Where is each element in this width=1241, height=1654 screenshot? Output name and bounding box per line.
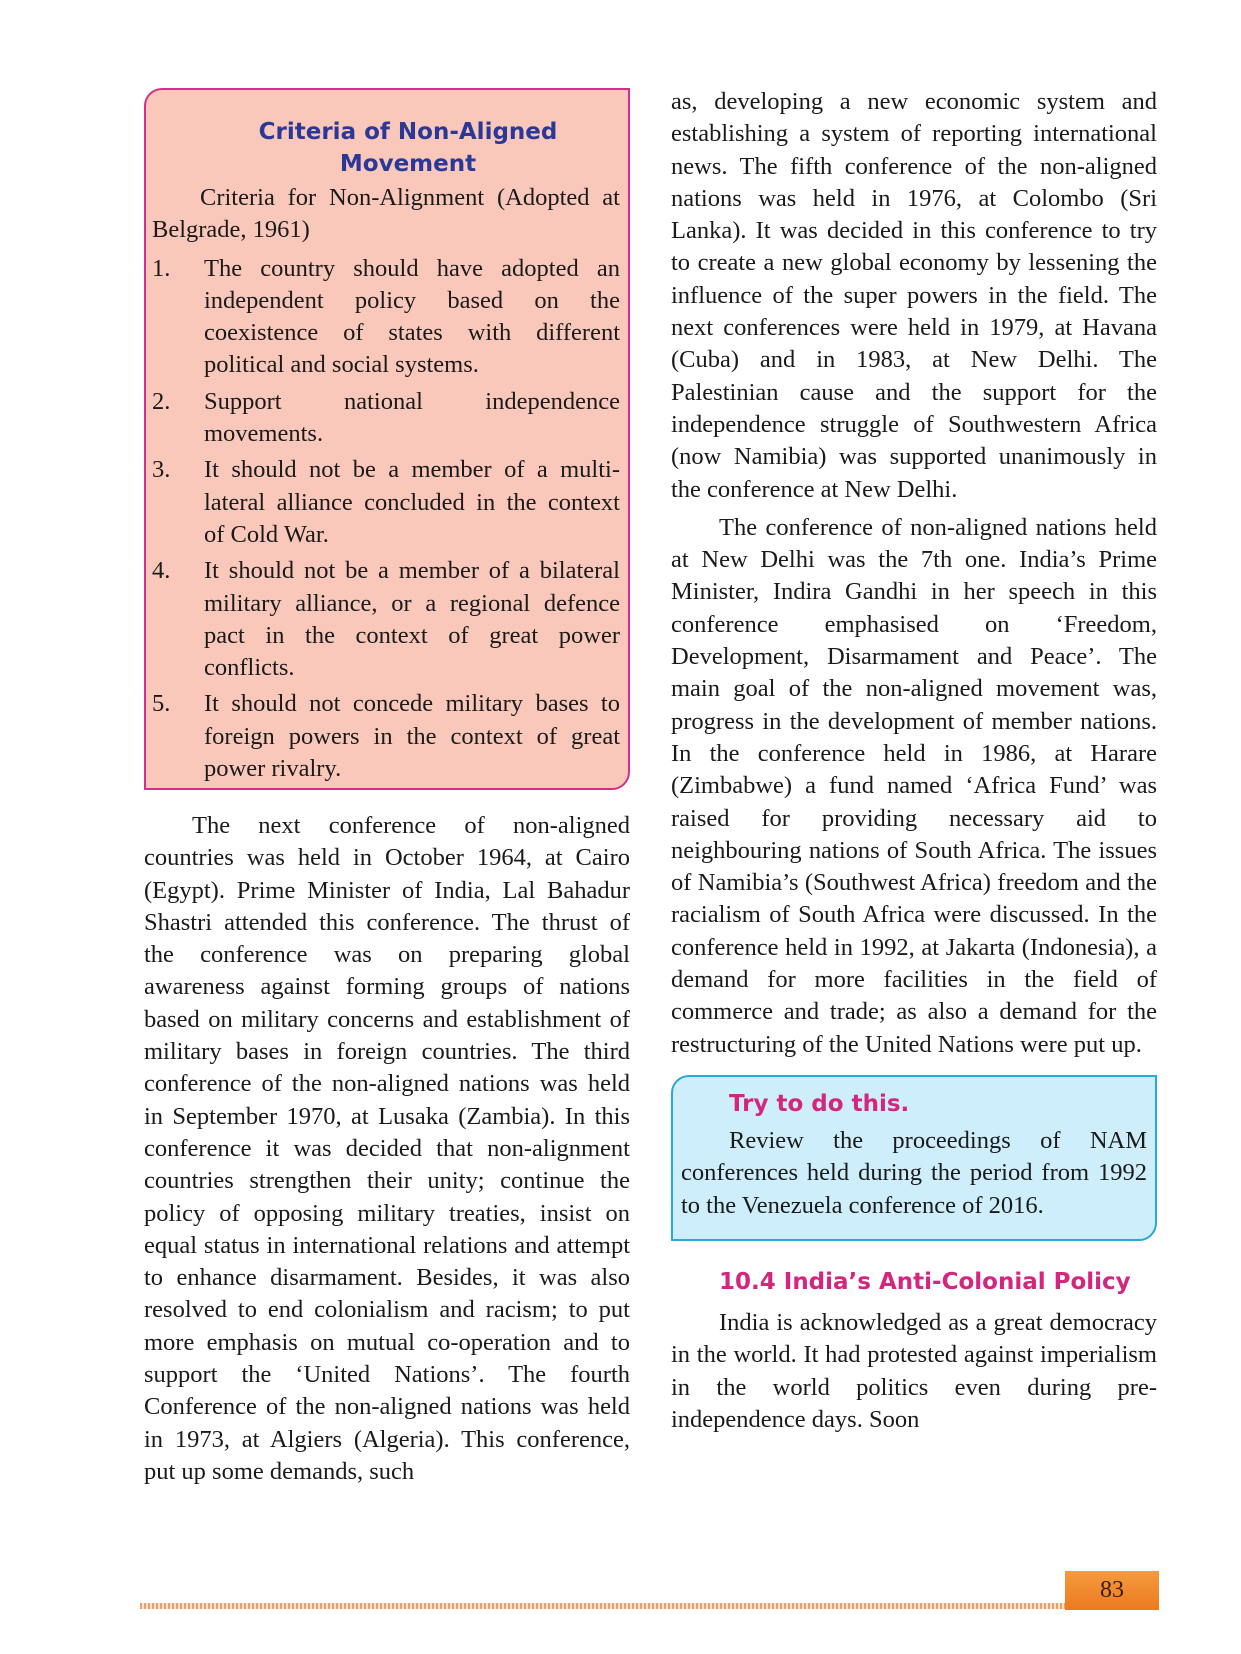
criteria-item-number: 1. xyxy=(152,254,171,282)
criteria-item-number: 5. xyxy=(152,690,171,718)
criteria-list xyxy=(152,253,620,786)
right-body-paragraph-2: The conference of non-aligned nations held at New Delhi was the 7th one. India’s Prime Minister, Indira Gandhi in her speech in this conference emphasised on ‘Freedom, Development, Disarmament and Peace’. The main goal of the non-aligned movement was, progress in the development of member nations. In the conference held in 1986, at Harare (Zimbabwe) a fund named ‘Africa Fund’ was raised for providing necessary aid to neighbouring nations of South Africa. The issues of Namibia’s (Southwest Africa) freedom and the racialism of South Africa were discussed. In the conference held in 1992, at Jakarta (Indonesia), a demand for more facilities in the field of commerce and trade; as also a demand for the restructuring of the United Nations were put up. xyxy=(671,513,1157,1058)
criteria-item xyxy=(152,555,620,684)
try-box-title: Try to do this. xyxy=(729,1090,910,1117)
try-box xyxy=(671,1075,1157,1241)
section-paragraph: India is acknowledged as a great democracy in the world. It had protested against imperialism in the world politics even during pre-independence days. Soon xyxy=(671,1308,1157,1433)
criteria-item-number: 3. xyxy=(152,456,171,484)
section-heading: 10.4 India’s Anti-Colonial Policy xyxy=(719,1268,1131,1295)
left-column xyxy=(144,88,630,1488)
criteria-item-text: Support national independence movements. xyxy=(204,387,620,448)
footer-rule xyxy=(140,1603,1065,1609)
right-body-paragraph-1: as, developing a new economic system and establishing a system of reporting international news. The fifth conference of the non-aligned nations was held in 1976, at Colombo (Sri Lanka). It was decided in this conference to try to create a new global economy by lessening the influence of the super powers in the field. The next conferences were held in 1979, at Havana (Cuba) and in 1983, at New Delhi. The Palestinian cause and the support for the independence struggle of Southwestern Africa (now Namibia) was supported unanimously in the conference at New Delhi. xyxy=(671,88,1157,503)
criteria-box-title: Criteria of Non-Aligned Movement xyxy=(258,119,558,177)
criteria-item-text: It should not be a member of a multi-lateral alliance concluded in the context of Cold War. xyxy=(204,456,620,548)
page-number: 83 xyxy=(1065,1571,1159,1610)
criteria-item xyxy=(152,386,620,451)
left-body-paragraph: The next conference of non-aligned countries was held in October 1964, at Cairo (Egypt). Prime Minister of India, Lal Bahadur Shastri attended this conference. The thrust of the conference was on preparing global awareness against forming groups of nations based on military concerns and establishment of military bases in foreign countries. The third conference of the non-aligned nations was held in September 1970, at Lusaka (Zambia). In this conference it was decided that non-alignment countries strengthen their unity; continue the policy of opposing military treaties, insist on equal status in international relations and attempt to enhance disarmament. Besides, it was also resolved to end colonialism and racism; to put more emphasis on mutual co-operation and to support the ‘United Nations’. The fourth Conference of the non-aligned nations was held in 1973, at Algiers (Algeria). This conference, put up some demands, such xyxy=(144,812,630,1485)
criteria-item-text: It should not be a member of a bilateral military alliance, or a regional defence pact in the context of great power conflicts. xyxy=(204,557,620,682)
right-column xyxy=(671,86,1157,1436)
criteria-item xyxy=(152,454,620,551)
criteria-item-number: 4. xyxy=(152,557,171,585)
criteria-item xyxy=(152,253,620,382)
criteria-item-number: 2. xyxy=(152,387,171,415)
criteria-box xyxy=(144,88,630,790)
try-box-text: Review the proceedings of NAM conferences held during the period from 1992 to the Venezuela conference of 2016. xyxy=(681,1126,1147,1219)
criteria-item xyxy=(152,688,620,785)
criteria-item-text: The country should have adopted an independent policy based on the coexistence of states with different political and social systems. xyxy=(204,254,620,379)
criteria-intro: Criteria for Non-Alignment (Adopted at Belgrade, 1961) xyxy=(152,184,620,244)
criteria-item-text: It should not concede military bases to foreign powers in the context of great power rivalry. xyxy=(204,690,620,783)
